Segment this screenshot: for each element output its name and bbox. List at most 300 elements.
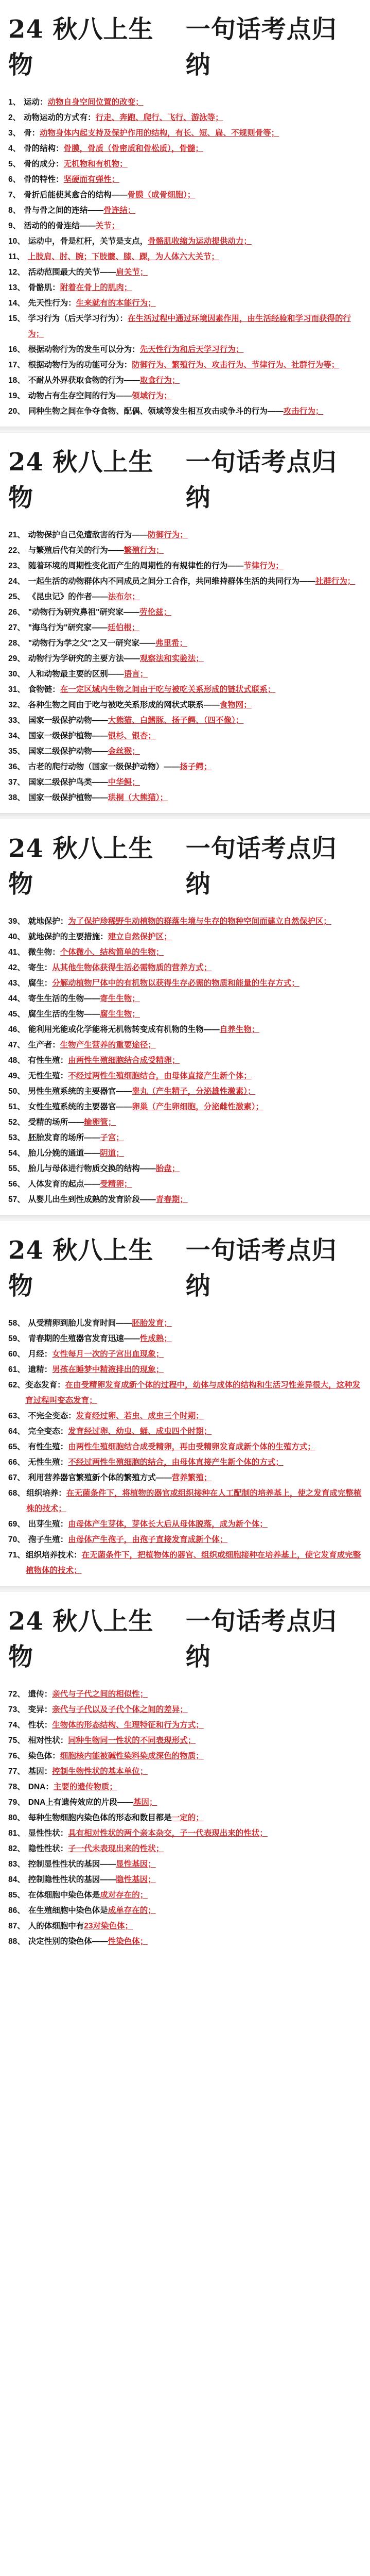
item-text bbox=[26, 1548, 362, 1579]
list-item bbox=[8, 218, 362, 234]
item-text bbox=[28, 728, 156, 744]
item-text bbox=[28, 1316, 172, 1331]
item-answer: 亲代与子代之间的相似性； bbox=[52, 1690, 148, 1699]
item-answer: 发育经过卵、若虫、成虫三个时期； bbox=[76, 1412, 204, 1420]
list-item bbox=[8, 373, 362, 388]
item-number: 61、 bbox=[8, 1365, 25, 1374]
item-text bbox=[28, 698, 252, 713]
item-question: "动物行为学之父"之又一研究家—— bbox=[28, 639, 155, 648]
item-answer: 个体微小、结构简单的生物； bbox=[60, 948, 164, 957]
item-number: 11、 bbox=[8, 252, 25, 261]
item-answer: 子宫； bbox=[100, 1133, 124, 1142]
list-item bbox=[8, 960, 362, 976]
list-item bbox=[8, 759, 362, 775]
item-text bbox=[28, 713, 244, 728]
item-text bbox=[28, 1795, 157, 1810]
item-question: 变异： bbox=[28, 1705, 52, 1714]
item-answer: 行走、奔跑、爬行、飞行、游泳等； bbox=[95, 113, 223, 122]
page-title: 24 秋八上生物 一句话考点归纳 bbox=[8, 448, 337, 512]
item-question: 食物链： bbox=[28, 685, 60, 694]
list-item bbox=[8, 945, 362, 960]
list-item bbox=[8, 1007, 362, 1022]
page-title: 24 秋八上生物 一句话考点归纳 bbox=[8, 834, 337, 899]
list-item bbox=[8, 929, 362, 945]
list-item bbox=[8, 188, 362, 203]
list-item bbox=[8, 713, 362, 728]
item-text bbox=[28, 976, 299, 991]
list-item bbox=[8, 1919, 362, 1934]
list-item bbox=[8, 543, 362, 558]
item-answer: 生来就有的本能行为； bbox=[76, 299, 156, 308]
item-question: 人体发育的起点—— bbox=[28, 1180, 100, 1189]
item-text bbox=[28, 960, 212, 976]
item-number: 33、 bbox=[8, 716, 25, 725]
list-item bbox=[8, 991, 362, 1007]
list-item bbox=[8, 1177, 362, 1192]
item-answer: 珙桐（大熊猫）； bbox=[108, 793, 168, 802]
item-answer: 生物产生营养的重要途径； bbox=[60, 1041, 156, 1049]
list-item bbox=[8, 636, 362, 651]
item-number: 1、 bbox=[8, 98, 21, 107]
item-question: 骨的结构： bbox=[24, 144, 64, 153]
item-number: 19、 bbox=[8, 392, 25, 400]
item-answer: 性染色体； bbox=[108, 1937, 148, 1946]
item-number: 54、 bbox=[8, 1149, 25, 1158]
item-number: 72、 bbox=[8, 1690, 25, 1699]
item-text bbox=[28, 1130, 124, 1146]
item-text bbox=[28, 1687, 148, 1702]
item-number: 3、 bbox=[8, 129, 21, 138]
item-number: 22、 bbox=[8, 546, 25, 555]
list-item bbox=[8, 1934, 362, 1950]
item-answer: 营养繁殖； bbox=[171, 1473, 212, 1482]
section-divider bbox=[0, 813, 370, 819]
item-question: 在体细胞中染色体是 bbox=[28, 1891, 100, 1900]
list-item bbox=[8, 528, 362, 543]
item-number: 13、 bbox=[8, 283, 25, 292]
item-text bbox=[28, 1749, 204, 1764]
item-text bbox=[28, 1007, 140, 1022]
item-number: 55、 bbox=[8, 1164, 25, 1173]
item-number: 23、 bbox=[8, 562, 25, 570]
item-answer: 语言； bbox=[124, 670, 148, 679]
item-answer: 男孩在睡梦中精液排出的现象； bbox=[52, 1365, 164, 1374]
item-answer: 由母体产生孢子，由孢子直接发育成新个体； bbox=[68, 1535, 228, 1544]
item-answer: 亲代与子代以及子代个体之间的差异； bbox=[52, 1705, 188, 1714]
item-question: 出芽生殖： bbox=[28, 1520, 68, 1529]
list-item bbox=[8, 1857, 362, 1872]
list-item bbox=[8, 1795, 362, 1810]
items-list-2 bbox=[8, 528, 362, 806]
item-question: 从受精卵到胎儿发育时间—— bbox=[28, 1319, 132, 1328]
item-question: 染色体： bbox=[28, 1752, 60, 1760]
item-number: 58、 bbox=[8, 1319, 25, 1328]
list-item bbox=[8, 342, 362, 358]
item-number: 24、 bbox=[8, 577, 25, 586]
item-answer: 控制生物性状的基本单位； bbox=[52, 1767, 148, 1776]
list-item bbox=[8, 1841, 362, 1857]
item-text bbox=[28, 311, 362, 342]
item-number: 51、 bbox=[8, 1103, 25, 1111]
item-number: 81、 bbox=[8, 1829, 25, 1838]
item-answer: 在由受精卵发育成新个体的过程中，幼体与成体的结构和生活习性差异很大，这种发育过程叫变态发育； bbox=[25, 1381, 361, 1405]
item-text bbox=[28, 1780, 117, 1795]
item-question: 遗精： bbox=[28, 1365, 52, 1374]
item-answer: 不经过两性生殖细胞的结合，由母体直接产生新个体的方式； bbox=[68, 1458, 284, 1467]
item-question: 隐性性状： bbox=[28, 1844, 68, 1853]
item-number: 88、 bbox=[8, 1937, 25, 1946]
item-question: "动物行为研究鼻祖"研究家—— bbox=[28, 608, 139, 617]
item-text bbox=[28, 234, 252, 249]
item-text bbox=[28, 1718, 204, 1733]
item-number: 70、 bbox=[8, 1535, 25, 1544]
item-answer: 银杉、银杏； bbox=[108, 732, 156, 740]
item-answer: 骨膜（成骨细胞）； bbox=[127, 191, 196, 199]
item-question: 控制显性性状的基因—— bbox=[28, 1860, 116, 1869]
item-number: 60、 bbox=[8, 1350, 25, 1359]
item-text bbox=[24, 95, 144, 110]
item-number: 14、 bbox=[8, 299, 25, 308]
item-text bbox=[28, 744, 140, 759]
item-question: 胎儿分娩的通道—— bbox=[28, 1149, 100, 1158]
item-answer: 无机物和有机物； bbox=[63, 160, 128, 168]
list-item bbox=[8, 1130, 362, 1146]
list-item bbox=[8, 775, 362, 790]
item-answer: 为了保护珍稀野生动植物的群落生境与生存的物种空间而建立自然保护区； bbox=[68, 917, 331, 926]
list-item bbox=[8, 1192, 362, 1208]
item-question: 骨： bbox=[24, 129, 40, 138]
list-item bbox=[8, 1069, 362, 1084]
list-item bbox=[8, 1424, 362, 1439]
item-number: 20、 bbox=[8, 407, 25, 416]
item-answer: 23对染色体； bbox=[84, 1922, 133, 1930]
item-answer: 显性基因； bbox=[116, 1860, 156, 1869]
list-item bbox=[8, 1409, 362, 1424]
item-text bbox=[24, 126, 279, 141]
item-question: 生产者： bbox=[28, 1041, 60, 1049]
list-item bbox=[8, 1099, 362, 1115]
section-divider bbox=[0, 1215, 370, 1221]
item-question: 根据动物行为的发生可以分为： bbox=[28, 345, 140, 354]
item-question: 国家一级保护植物—— bbox=[28, 732, 108, 740]
item-question: 决定性别的染色体—— bbox=[28, 1937, 108, 1946]
item-answer: 自养生物； bbox=[219, 1025, 260, 1034]
item-number: 53、 bbox=[8, 1133, 25, 1142]
list-item bbox=[8, 1439, 362, 1455]
item-number: 42、 bbox=[8, 963, 25, 972]
item-text bbox=[28, 620, 139, 636]
item-answer: 关节； bbox=[95, 222, 120, 230]
item-number: 52、 bbox=[8, 1118, 25, 1127]
list-item bbox=[8, 296, 362, 311]
item-answer: 不经过两性生殖细胞结合，由母体直接产生新个体； bbox=[68, 1072, 252, 1080]
item-question: 骨与骨之间的连结—— bbox=[24, 206, 104, 215]
item-number: 41、 bbox=[8, 948, 25, 957]
item-text bbox=[28, 1409, 204, 1424]
list-item bbox=[8, 1532, 362, 1548]
item-question: 从婴儿出生到性成熟的发育阶段—— bbox=[28, 1195, 156, 1204]
list-item bbox=[8, 1486, 362, 1517]
item-text bbox=[28, 1038, 156, 1053]
item-text bbox=[28, 759, 212, 775]
item-text bbox=[28, 1532, 228, 1548]
item-text bbox=[28, 1888, 148, 1903]
item-question: 骨折后能使其愈合的结构—— bbox=[24, 191, 128, 199]
item-answer: 肩关节； bbox=[116, 268, 148, 277]
item-number: 83、 bbox=[8, 1860, 25, 1869]
item-text bbox=[28, 682, 276, 698]
items-list-1 bbox=[8, 95, 362, 419]
list-item bbox=[8, 1687, 362, 1702]
item-answer: 弗里希； bbox=[155, 639, 187, 648]
item-number: 18、 bbox=[8, 376, 25, 385]
item-question: 就地保护的主要措施： bbox=[28, 933, 108, 941]
item-answer: 在一定区域内生物之间由于吃与被吃关系形成的链状式联系； bbox=[60, 685, 276, 694]
item-text bbox=[28, 1857, 156, 1872]
item-number: 78、 bbox=[8, 1783, 25, 1791]
item-answer: 生物体的形态结构、生理特征和行为方式； bbox=[52, 1721, 204, 1730]
item-answer: 节律行为； bbox=[243, 562, 284, 570]
item-number: 31、 bbox=[8, 685, 25, 694]
list-item bbox=[8, 1038, 362, 1053]
list-item bbox=[8, 698, 362, 713]
item-question: 组织培养： bbox=[26, 1489, 66, 1498]
item-number: 16、 bbox=[8, 345, 25, 354]
item-text bbox=[28, 543, 164, 558]
item-text bbox=[28, 1161, 180, 1177]
item-number: 17、 bbox=[8, 361, 25, 369]
item-answer: 骨膜，骨质（骨密质和骨松质），骨髓； bbox=[63, 144, 203, 153]
item-question: 随着环境的周期性变化而产生的周期性的有规律性的行为—— bbox=[28, 562, 244, 570]
item-number: 49、 bbox=[8, 1072, 25, 1080]
item-question: 性状： bbox=[28, 1721, 52, 1730]
item-number: 80、 bbox=[8, 1814, 25, 1822]
item-question: 不完全变态： bbox=[28, 1412, 76, 1420]
item-text bbox=[28, 945, 164, 960]
item-text bbox=[28, 1099, 263, 1115]
item-number: 21、 bbox=[8, 531, 25, 539]
item-number: 85、 bbox=[8, 1891, 25, 1900]
list-item bbox=[8, 605, 362, 620]
item-answer: 腐生生物； bbox=[100, 1010, 140, 1019]
item-question: 在生殖细胞中染色体是 bbox=[28, 1906, 108, 1915]
list-item bbox=[8, 265, 362, 280]
item-answer: 在无菌条件下，把植物体的器官、组织或细胞接种在培养基上，使它发育成完整植物体的技术； bbox=[26, 1551, 361, 1575]
item-text bbox=[25, 1378, 362, 1409]
list-item bbox=[8, 1331, 362, 1347]
item-number: 63、 bbox=[8, 1412, 25, 1420]
item-text bbox=[28, 358, 340, 373]
item-text bbox=[28, 574, 356, 589]
item-text bbox=[28, 265, 148, 280]
item-question: 微生物： bbox=[28, 948, 60, 957]
item-text bbox=[28, 667, 148, 682]
item-answer: 寄生生物； bbox=[100, 994, 140, 1003]
list-item bbox=[8, 976, 362, 991]
list-item bbox=[8, 1115, 362, 1130]
list-item bbox=[8, 1161, 362, 1177]
section-3 bbox=[0, 819, 370, 1208]
list-item bbox=[8, 589, 362, 605]
item-question: 寄生： bbox=[28, 963, 52, 972]
list-item bbox=[8, 1146, 362, 1161]
item-text bbox=[28, 1470, 212, 1486]
item-answer: 法布尔； bbox=[108, 592, 140, 601]
item-answer: 在无菌条件下，将植物的器官或组织接种在人工配制的培养基上，使之发育成完整植株的技术； bbox=[26, 1489, 362, 1513]
item-question: 人和动物最主要的区别—— bbox=[28, 670, 124, 679]
item-question: 古老的爬行动物（国家一级保护动物）—— bbox=[28, 762, 180, 771]
item-text bbox=[24, 172, 119, 188]
item-number: 87、 bbox=[8, 1922, 25, 1930]
list-item bbox=[8, 157, 362, 172]
item-answer: 劳伦兹； bbox=[139, 608, 171, 617]
item-text bbox=[24, 157, 128, 172]
item-question: 运动： bbox=[24, 98, 48, 107]
item-number: 36、 bbox=[8, 762, 25, 771]
item-question: 胚胎发育的场所—— bbox=[28, 1133, 100, 1142]
item-text bbox=[28, 1362, 164, 1378]
item-question: 胎儿与母体进行物质交换的结构—— bbox=[28, 1164, 156, 1173]
item-question: 运动中，骨是杠杆，关节是支点， bbox=[28, 237, 148, 246]
list-item bbox=[8, 1455, 362, 1470]
item-number: 67、 bbox=[8, 1473, 25, 1482]
section-1 bbox=[0, 0, 370, 419]
item-number: 68、 bbox=[8, 1489, 25, 1498]
item-text bbox=[28, 373, 180, 388]
item-text bbox=[28, 1053, 180, 1069]
item-number: 10、 bbox=[8, 237, 25, 246]
item-question: 寄生生活的生物—— bbox=[28, 994, 100, 1003]
item-question: 完全变态： bbox=[28, 1427, 68, 1436]
item-answer: 金丝猴； bbox=[108, 747, 140, 756]
section-5 bbox=[0, 1592, 370, 1950]
item-number: 12、 bbox=[8, 268, 25, 277]
item-text bbox=[28, 1934, 148, 1950]
items-list-3 bbox=[8, 914, 362, 1208]
item-question: 国家一级保护植物—— bbox=[28, 793, 108, 802]
item-text bbox=[28, 1702, 188, 1718]
list-item bbox=[8, 1780, 362, 1795]
item-text bbox=[28, 605, 171, 620]
item-text bbox=[28, 1919, 133, 1934]
item-number: 76、 bbox=[8, 1752, 25, 1760]
list-item bbox=[8, 280, 362, 296]
item-answer: 动物身体内起支持及保护作用的结构，有长、短、扁、不规则骨等； bbox=[40, 129, 279, 138]
item-answer: 大熊猫、白鳍豚、扬子鳄、（四不像）； bbox=[108, 716, 244, 725]
item-text bbox=[28, 1347, 164, 1362]
item-question: 动物运动的方式有： bbox=[24, 113, 96, 122]
item-text bbox=[28, 1192, 188, 1208]
item-text bbox=[28, 558, 284, 574]
item-text bbox=[28, 1331, 172, 1347]
item-number: 75、 bbox=[8, 1736, 25, 1745]
item-answer: 女性每月一次的子宫出血现象； bbox=[52, 1350, 164, 1359]
list-item bbox=[8, 1362, 362, 1378]
item-answer: 先天性行为和后天学习行为； bbox=[139, 345, 244, 354]
item-answer: 受精卵； bbox=[100, 1180, 132, 1189]
item-text bbox=[28, 1022, 260, 1038]
item-answer: 细胞核内能被碱性染料染成深色的物质； bbox=[60, 1752, 204, 1760]
item-answer: 坚硬而有弹性； bbox=[63, 175, 120, 184]
item-question: 利用营养器官繁殖新个体的繁殖方式—— bbox=[28, 1473, 172, 1482]
item-question: 活动范围最大的关节—— bbox=[28, 268, 116, 277]
list-item bbox=[8, 1872, 362, 1888]
item-answer: 胚胎发育； bbox=[132, 1319, 172, 1328]
section-divider bbox=[0, 1586, 370, 1592]
item-number: 47、 bbox=[8, 1041, 25, 1049]
item-question: 动物行为学研究的主要方法—— bbox=[28, 654, 140, 663]
item-text bbox=[28, 1455, 284, 1470]
list-item bbox=[8, 558, 362, 574]
list-item bbox=[8, 1347, 362, 1362]
item-number: 82、 bbox=[8, 1844, 25, 1853]
item-number: 69、 bbox=[8, 1520, 25, 1529]
item-question: 国家一级保护动物—— bbox=[28, 716, 108, 725]
item-answer: 基因； bbox=[133, 1798, 157, 1807]
item-answer: 性成熟； bbox=[139, 1334, 172, 1343]
item-answer: 防御行为、繁殖行为、攻击行为、节律行为、社群行为等； bbox=[132, 361, 340, 369]
item-answer: 主要的遗传物质； bbox=[53, 1783, 117, 1791]
item-number: 46、 bbox=[8, 1025, 25, 1034]
item-answer: 骨骼肌收缩为运动提供动力； bbox=[148, 237, 252, 246]
list-item bbox=[8, 95, 362, 110]
list-item bbox=[8, 311, 362, 342]
item-answer: 胎盘； bbox=[155, 1164, 180, 1173]
item-answer: 在生活过程中通过环境因素作用，由生活经验和学习而获得的行为； bbox=[28, 314, 351, 338]
item-answer: 青春期； bbox=[155, 1195, 188, 1204]
item-text bbox=[28, 914, 331, 929]
item-answer: 动物自身空间位置的改变； bbox=[47, 98, 144, 107]
list-item bbox=[8, 667, 362, 682]
item-number: 77、 bbox=[8, 1767, 25, 1776]
list-item bbox=[8, 234, 362, 249]
item-number: 50、 bbox=[8, 1087, 25, 1096]
item-text bbox=[28, 790, 168, 806]
item-answer: 上肢肩、肘、腕；下肢髋、膝、踝，为人体六大关节； bbox=[27, 252, 219, 261]
item-number: 32、 bbox=[8, 701, 25, 709]
item-answer: 防御行为； bbox=[148, 531, 188, 539]
list-item bbox=[8, 1810, 362, 1826]
item-number: 79、 bbox=[8, 1798, 25, 1807]
item-text bbox=[28, 651, 204, 667]
item-question: 每种生物细胞内染色体的形态和数目都是 bbox=[28, 1814, 172, 1822]
item-text bbox=[24, 218, 119, 234]
item-number: 57、 bbox=[8, 1195, 25, 1204]
list-item bbox=[8, 651, 362, 667]
list-item bbox=[8, 172, 362, 188]
item-question: 女性生殖系统的主要器官—— bbox=[28, 1103, 132, 1111]
item-answer: 食物网； bbox=[219, 701, 252, 709]
item-number: 84、 bbox=[8, 1875, 25, 1884]
item-answer: 一定的； bbox=[171, 1814, 204, 1822]
list-item bbox=[8, 358, 362, 373]
list-item bbox=[8, 203, 362, 218]
item-answer: 领域行为； bbox=[132, 392, 172, 400]
item-number: 38、 bbox=[8, 793, 25, 802]
item-number: 86、 bbox=[8, 1906, 25, 1915]
item-number: 74、 bbox=[8, 1721, 25, 1730]
list-item bbox=[8, 110, 362, 126]
item-question: 受精的场所—— bbox=[28, 1118, 84, 1127]
item-number: 9、 bbox=[8, 222, 21, 230]
page-title: 24 秋八上生物 一句话考点归纳 bbox=[8, 1607, 337, 1671]
item-answer: 附着在骨上的肌肉； bbox=[60, 283, 132, 292]
items-list-4 bbox=[8, 1316, 362, 1579]
item-question: 与繁殖后代有关的行为—— bbox=[28, 546, 124, 555]
item-question: 腐生： bbox=[28, 979, 52, 988]
item-question: "海鸟行为"研究家—— bbox=[28, 623, 108, 632]
item-text bbox=[26, 1486, 362, 1517]
